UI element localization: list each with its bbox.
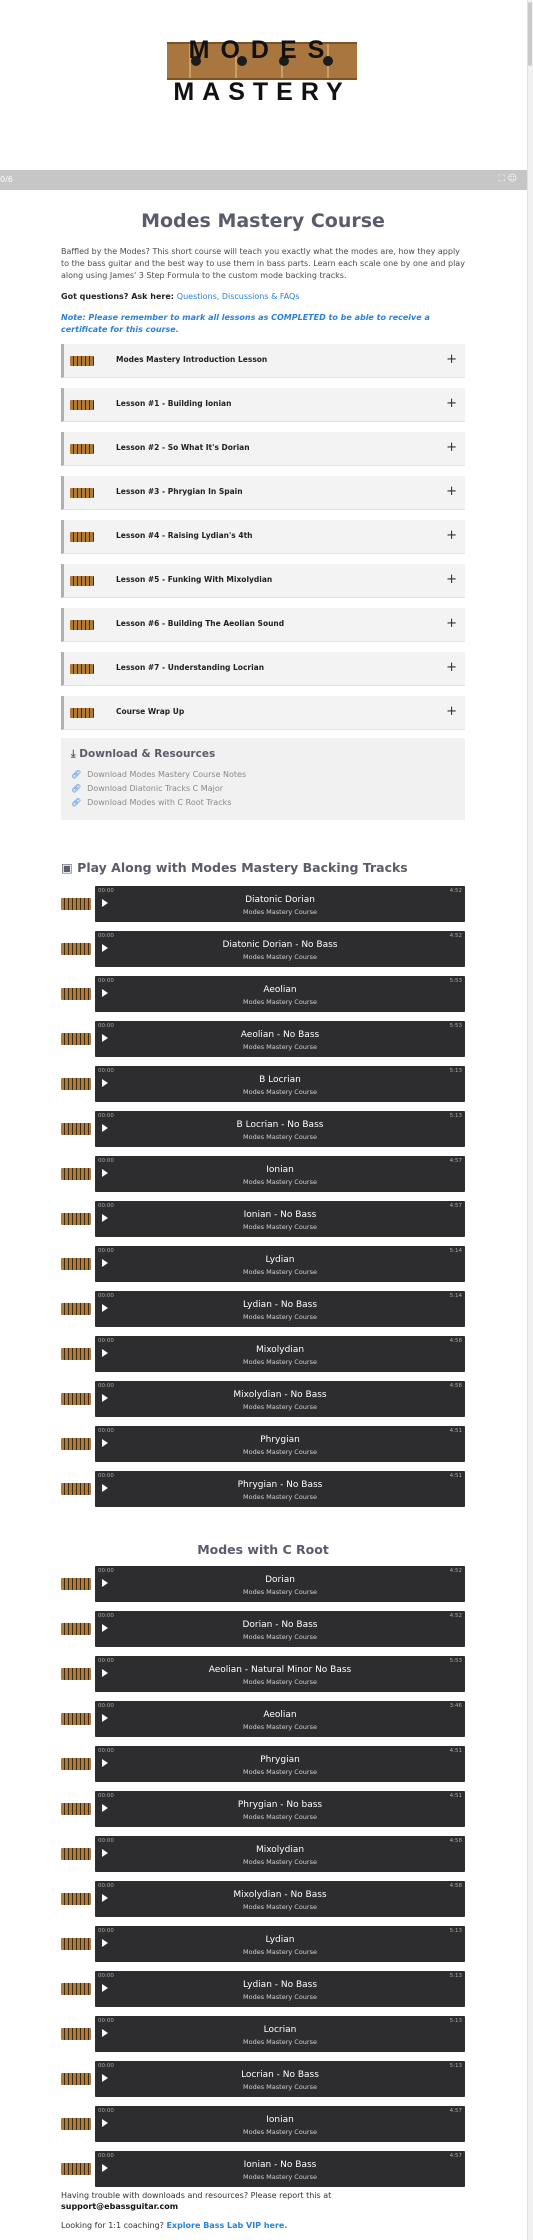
lesson-accordion[interactable]	[61, 476, 465, 510]
audio-player[interactable]	[95, 2061, 465, 2097]
track-thumbnail	[61, 2028, 91, 2040]
track-duration: 4:57	[449, 1158, 462, 1164]
track-current-time: 00:00	[98, 1703, 114, 1709]
track-duration: 4:58	[449, 1338, 462, 1344]
coaching-note	[61, 2220, 287, 2231]
track-title: Lydian - No Bass	[242, 1300, 318, 1310]
track-artist: Modes Mastery Course	[243, 1313, 317, 1321]
lesson-title: Lesson #3 - Phrygian In Spain	[116, 487, 243, 496]
track-title: Locrian	[263, 2025, 297, 2035]
audio-player[interactable]	[95, 1426, 465, 1462]
track-title: Diatonic Dorian	[245, 895, 315, 905]
audio-player[interactable]	[95, 1701, 465, 1737]
track-duration: 4:52	[449, 888, 462, 894]
logo-text-2: MASTERY	[173, 78, 351, 106]
track-thumbnail	[61, 943, 91, 955]
lesson-title: Course Wrap Up	[116, 707, 185, 716]
track-artist: Modes Mastery Course	[243, 1588, 317, 1596]
audio-player[interactable]	[95, 1111, 465, 1147]
track-title: Aeolian - No Bass	[240, 1030, 320, 1040]
progress-strip	[0, 170, 527, 190]
track-player	[61, 1381, 465, 1417]
lesson-title: Lesson #6 - Building The Aeolian Sound	[116, 619, 285, 628]
track-title: Phrygian	[260, 1435, 300, 1445]
track-duration: 3:46	[449, 1703, 462, 1709]
track-player	[61, 1926, 465, 1962]
audio-player[interactable]	[95, 1926, 465, 1962]
track-title: Phrygian - No Bass	[237, 1480, 323, 1490]
audio-player[interactable]	[95, 1066, 465, 1102]
track-thumbnail	[61, 1983, 91, 1995]
track-current-time: 00:00	[98, 1338, 114, 1344]
track-player	[61, 1611, 465, 1647]
track-current-time: 00:00	[98, 1568, 114, 1574]
track-title: Aeolian - Natural Minor No Bass	[208, 1665, 352, 1675]
track-duration: 4:57	[449, 2108, 462, 2114]
track-duration: 4:58	[449, 1383, 462, 1389]
lesson-thumbnail	[70, 576, 94, 586]
resources-box	[61, 738, 465, 820]
track-duration: 4:57	[449, 2153, 462, 2159]
link-icon: 🔗︎	[71, 798, 82, 807]
track-current-time: 00:00	[98, 1113, 114, 1119]
track-current-time: 00:00	[98, 1883, 114, 1889]
track-player	[61, 2061, 465, 2097]
track-player	[61, 1746, 465, 1782]
track-current-time: 00:00	[98, 2018, 114, 2024]
plus-icon[interactable]: +	[446, 528, 457, 543]
track-thumbnail	[61, 1258, 91, 1270]
track-artist: Modes Mastery Course	[243, 1678, 317, 1686]
track-current-time: 00:00	[98, 1793, 114, 1799]
track-title: Aeolian	[263, 985, 297, 995]
track-current-time: 00:00	[98, 1473, 114, 1479]
track-thumbnail	[61, 1348, 91, 1360]
track-artist: Modes Mastery Course	[243, 1858, 317, 1866]
track-current-time: 00:00	[98, 2063, 114, 2069]
support-note	[61, 2190, 331, 2212]
track-current-time: 00:00	[98, 933, 114, 939]
track-current-time: 00:00	[98, 978, 114, 984]
download-icon: ⤓	[71, 748, 80, 760]
track-player	[61, 1066, 465, 1102]
coaching-label: Looking for 1:1 coaching?	[61, 2221, 164, 2230]
resource-link-c-root[interactable]: 🔗︎ Download Modes with C Root Tracks	[71, 798, 232, 807]
lesson-thumbnail	[70, 356, 94, 366]
lesson-thumbnail	[70, 444, 94, 454]
lesson-accordion[interactable]	[61, 388, 465, 422]
track-current-time: 00:00	[98, 1973, 114, 1979]
track-current-time: 00:00	[98, 1428, 114, 1434]
track-title: Phrygian	[260, 1755, 300, 1765]
track-current-time: 00:00	[98, 1248, 114, 1254]
track-current-time: 00:00	[98, 1658, 114, 1664]
track-artist: Modes Mastery Course	[243, 1768, 317, 1776]
track-current-time: 00:00	[98, 1613, 114, 1619]
track-artist: Modes Mastery Course	[243, 1403, 317, 1411]
track-player	[61, 2106, 465, 2142]
track-title: Lydian - No Bass	[242, 1980, 318, 1990]
track-duration: 5:13	[449, 1973, 462, 1979]
track-thumbnail	[61, 1303, 91, 1315]
track-artist: Modes Mastery Course	[243, 998, 317, 1006]
track-artist: Modes Mastery Course	[243, 2173, 317, 2181]
track-artist: Modes Mastery Course	[243, 1133, 317, 1141]
track-duration: 5:13	[449, 2018, 462, 2024]
logo	[167, 36, 357, 108]
lesson-accordion[interactable]	[61, 608, 465, 642]
scrollbar[interactable]	[527, 0, 533, 2240]
track-thumbnail	[61, 1168, 91, 1180]
logo-text-1: MODES	[188, 36, 336, 64]
play-along-title: ▣ Play Along with Modes Mastery Backing Tracks	[61, 860, 408, 875]
lesson-title: Lesson #2 - So What It's Dorian	[116, 443, 250, 452]
track-player	[61, 1791, 465, 1827]
track-player	[61, 931, 465, 967]
track-player	[61, 1156, 465, 1192]
track-duration: 4:52	[449, 1613, 462, 1619]
link-icon: 🔗︎	[71, 770, 82, 779]
track-artist: Modes Mastery Course	[243, 1088, 317, 1096]
track-artist: Modes Mastery Course	[243, 1723, 317, 1731]
resource-link-notes[interactable]: 🔗︎ Download Modes Mastery Course Notes	[71, 770, 247, 779]
scrollbar-thumb[interactable]	[528, 2, 532, 66]
track-player	[61, 1426, 465, 1462]
lesson-accordion[interactable]	[61, 432, 465, 466]
audio-player[interactable]	[95, 1471, 465, 1507]
strip-icons[interactable]: ⛶ ☺	[498, 174, 517, 184]
track-title: B Locrian - No Bass	[236, 1120, 324, 1130]
track-duration: 4:58	[449, 1838, 462, 1844]
audio-player[interactable]	[95, 2016, 465, 2052]
link-icon: 🔗︎	[71, 784, 82, 793]
audio-player[interactable]	[95, 1156, 465, 1192]
progress-count: 0/6	[0, 175, 13, 184]
track-thumbnail	[61, 1803, 91, 1815]
audio-player[interactable]	[95, 931, 465, 967]
lesson-title: Lesson #4 - Raising Lydian's 4th	[116, 531, 253, 540]
play-square-icon: ▣	[61, 860, 78, 875]
track-player	[61, 1471, 465, 1507]
course-intro: Baffled by the Modes? This short course will teach you exactly what the modes are, how they apply to the bass guitar and the best way to use them in bass parts. Learn each scale one by one and play along using James' 3 Step Formula to the custom mode backing tracks.	[61, 247, 465, 280]
audio-player[interactable]	[95, 1836, 465, 1872]
track-artist: Modes Mastery Course	[243, 908, 317, 916]
audio-player[interactable]	[95, 886, 465, 922]
track-current-time: 00:00	[98, 1293, 114, 1299]
track-title: Diatonic Dorian - No Bass	[222, 940, 338, 950]
audio-player[interactable]	[95, 1971, 465, 2007]
track-artist: Modes Mastery Course	[243, 1993, 317, 2001]
track-player	[61, 1566, 465, 1602]
lesson-title: Lesson #1 - Building Ionian	[116, 399, 232, 408]
audio-player[interactable]	[95, 976, 465, 1012]
track-player	[61, 2016, 465, 2052]
track-title: Mixolydian	[255, 1845, 305, 1855]
track-artist: Modes Mastery Course	[243, 1448, 317, 1456]
audio-player[interactable]	[95, 1791, 465, 1827]
track-title: Ionian	[266, 1165, 294, 1175]
lesson-accordion[interactable]	[61, 696, 465, 730]
track-thumbnail	[61, 1758, 91, 1770]
track-thumbnail	[61, 1483, 91, 1495]
track-current-time: 00:00	[98, 1748, 114, 1754]
plus-icon[interactable]: +	[446, 440, 457, 455]
track-player	[61, 1201, 465, 1237]
plus-icon[interactable]: +	[446, 352, 457, 367]
audio-player[interactable]	[95, 1746, 465, 1782]
lesson-thumbnail	[70, 532, 94, 542]
track-thumbnail	[61, 1893, 91, 1905]
plus-icon[interactable]: +	[446, 484, 457, 499]
lesson-accordion[interactable]	[61, 652, 465, 686]
track-artist: Modes Mastery Course	[243, 1043, 317, 1051]
track-player	[61, 1881, 465, 1917]
track-player	[61, 1111, 465, 1147]
completion-note: Note: Please remember to mark all lessons as COMPLETED to be able to receive a certificate for this course.	[61, 313, 430, 334]
lesson-title: Modes Mastery Introduction Lesson	[116, 355, 268, 364]
lesson-thumbnail	[70, 400, 94, 410]
track-artist: Modes Mastery Course	[243, 1223, 317, 1231]
plus-icon[interactable]: +	[446, 396, 457, 411]
track-thumbnail	[61, 1033, 91, 1045]
track-duration: 5:53	[449, 1658, 462, 1664]
audio-player[interactable]	[95, 1021, 465, 1057]
track-current-time: 00:00	[98, 1068, 114, 1074]
track-thumbnail	[61, 988, 91, 1000]
track-title: Ionian - No Bass	[243, 2160, 317, 2170]
track-artist: Modes Mastery Course	[243, 2128, 317, 2136]
track-player	[61, 1021, 465, 1057]
questions-link[interactable]: Questions, Discussions & FAQs	[176, 292, 300, 301]
track-title: Lydian	[265, 1255, 295, 1265]
track-title: Dorian	[265, 1575, 295, 1585]
track-artist: Modes Mastery Course	[243, 1813, 317, 1821]
track-artist: Modes Mastery Course	[243, 1948, 317, 1956]
track-duration: 4:51	[449, 1428, 462, 1434]
track-duration: 4:51	[449, 1793, 462, 1799]
page-title: Modes Mastery Course	[141, 210, 385, 232]
track-duration: 5:14	[449, 1248, 462, 1254]
track-current-time: 00:00	[98, 1383, 114, 1389]
track-current-time: 00:00	[98, 1928, 114, 1934]
track-artist: Modes Mastery Course	[243, 1903, 317, 1911]
track-current-time: 00:00	[98, 1023, 114, 1029]
track-duration: 4:52	[449, 1568, 462, 1574]
track-thumbnail	[61, 1623, 91, 1635]
track-title: Locrian - No Bass	[241, 2070, 319, 2080]
lesson-accordion[interactable]	[61, 520, 465, 554]
plus-icon[interactable]: +	[446, 616, 457, 631]
lesson-accordion[interactable]	[61, 564, 465, 598]
track-duration: 4:58	[449, 1883, 462, 1889]
track-current-time: 00:00	[98, 2153, 114, 2159]
plus-icon[interactable]: +	[446, 660, 457, 675]
track-artist: Modes Mastery Course	[243, 1178, 317, 1186]
audio-player[interactable]	[95, 2106, 465, 2142]
track-duration: 5:13	[449, 1928, 462, 1934]
track-thumbnail	[61, 1713, 91, 1725]
track-duration: 5:13	[449, 2063, 462, 2069]
track-thumbnail	[61, 1123, 91, 1135]
track-thumbnail	[61, 2073, 91, 2085]
track-current-time: 00:00	[98, 1158, 114, 1164]
audio-player[interactable]	[95, 1246, 465, 1282]
audio-player[interactable]	[95, 1381, 465, 1417]
audio-player[interactable]	[95, 1336, 465, 1372]
track-title: Dorian - No Bass	[242, 1620, 318, 1630]
lesson-thumbnail	[70, 620, 94, 630]
resource-link-diatonic[interactable]: 🔗︎ Download Diatonic Tracks C Major	[71, 784, 223, 793]
track-current-time: 00:00	[98, 888, 114, 894]
track-artist: Modes Mastery Course	[243, 2038, 317, 2046]
coaching-link[interactable]: Explore Bass Lab VIP here.	[166, 2221, 288, 2230]
track-duration: 5:13	[449, 1113, 462, 1119]
track-duration: 5:53	[449, 1023, 462, 1029]
track-thumbnail	[61, 2163, 91, 2175]
track-thumbnail	[61, 1213, 91, 1225]
track-thumbnail	[61, 1848, 91, 1860]
support-email[interactable]: support@ebassguitar.com	[61, 2202, 179, 2211]
support-text: Having trouble with downloads and resources? Please report this at	[61, 2191, 332, 2200]
track-player	[61, 1656, 465, 1692]
audio-player[interactable]	[95, 1291, 465, 1327]
track-thumbnail	[61, 1393, 91, 1405]
track-thumbnail	[61, 898, 91, 910]
resources-title: ⤓ Download & Resources	[71, 748, 216, 760]
track-artist: Modes Mastery Course	[243, 1358, 317, 1366]
audio-player[interactable]	[95, 2151, 465, 2187]
track-player	[61, 1971, 465, 2007]
track-player	[61, 886, 465, 922]
track-thumbnail	[61, 1578, 91, 1590]
audio-player[interactable]	[95, 1881, 465, 1917]
track-player	[61, 1291, 465, 1327]
track-artist: Modes Mastery Course	[243, 1633, 317, 1641]
track-player	[61, 1701, 465, 1737]
track-title: Aeolian	[263, 1710, 297, 1720]
audio-player[interactable]	[95, 1656, 465, 1692]
track-current-time: 00:00	[98, 1203, 114, 1209]
audio-player[interactable]	[95, 1201, 465, 1237]
plus-icon[interactable]: +	[446, 572, 457, 587]
track-thumbnail	[61, 1078, 91, 1090]
lesson-title: Lesson #7 - Understanding Locrian	[116, 663, 265, 672]
track-artist: Modes Mastery Course	[243, 2083, 317, 2091]
track-title: Lydian	[265, 1935, 295, 1945]
track-artist: Modes Mastery Course	[243, 1493, 317, 1501]
track-title: Phrygian - No bass	[237, 1800, 323, 1810]
track-thumbnail	[61, 2118, 91, 2130]
track-thumbnail	[61, 1938, 91, 1950]
lesson-thumbnail	[70, 664, 94, 674]
track-title: Mixolydian	[255, 1345, 305, 1355]
track-title: Ionian - No Bass	[243, 1210, 317, 1220]
track-duration: 4:52	[449, 933, 462, 939]
track-player	[61, 1336, 465, 1372]
track-player	[61, 976, 465, 1012]
track-duration: 4:57	[449, 1203, 462, 1209]
track-thumbnail	[61, 1438, 91, 1450]
c-root-title: Modes with C Root	[197, 1542, 329, 1557]
audio-player[interactable]	[95, 1611, 465, 1647]
track-title: Ionian	[266, 2115, 294, 2125]
track-duration: 5:53	[449, 978, 462, 984]
plus-icon[interactable]: +	[446, 704, 457, 719]
track-title: Mixolydian - No Bass	[233, 1390, 327, 1400]
track-thumbnail	[61, 1668, 91, 1680]
track-duration: 4:51	[449, 1748, 462, 1754]
lesson-thumbnail	[70, 708, 94, 718]
track-artist: Modes Mastery Course	[243, 1268, 317, 1276]
track-duration: 5:14	[449, 1293, 462, 1299]
track-duration: 5:13	[449, 1068, 462, 1074]
lesson-accordion[interactable]	[61, 344, 465, 378]
audio-player[interactable]	[95, 1566, 465, 1602]
lesson-title: Lesson #5 - Funking With Mixolydian	[116, 575, 273, 584]
track-player	[61, 1836, 465, 1872]
track-current-time: 00:00	[98, 1838, 114, 1844]
track-player	[61, 1246, 465, 1282]
questions-label: Got questions? Ask here:	[61, 292, 174, 301]
lesson-thumbnail	[70, 488, 94, 498]
track-artist: Modes Mastery Course	[243, 953, 317, 961]
questions-line	[61, 292, 465, 301]
track-title: Mixolydian - No Bass	[233, 1890, 327, 1900]
track-player	[61, 2151, 465, 2187]
track-current-time: 00:00	[98, 2108, 114, 2114]
track-title: B Locrian	[259, 1075, 301, 1085]
track-duration: 4:51	[449, 1473, 462, 1479]
